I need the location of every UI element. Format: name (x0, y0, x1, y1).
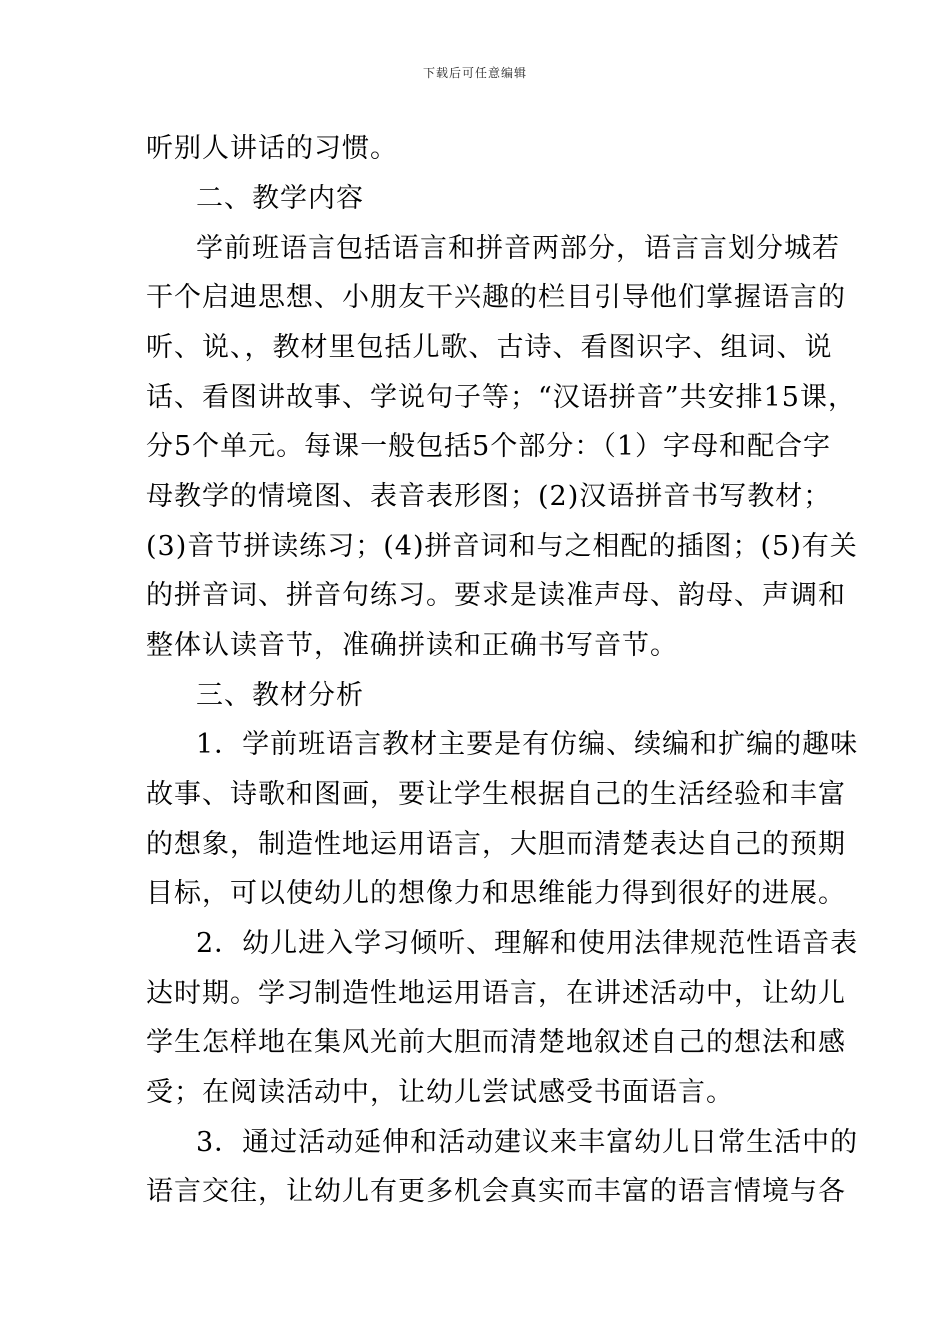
paragraph-line: 学生怎样地在集风光前大胆而清楚地叙述自己的想法和感 (146, 1027, 846, 1058)
paragraph-line: 3．通过活动延伸和活动建议来丰富幼儿日常生活中的 (196, 1127, 859, 1158)
paragraph-line: 学前班语言包括语言和拼音两部分，语言言划分城若 (196, 233, 840, 264)
paragraph-line: 听别人讲话的习惯。 (146, 133, 398, 164)
paragraph-line: 的想象，制造性地运用语言，大胆而清楚表达自己的预期 (146, 829, 846, 860)
paragraph-line: 达时期。学习制造性地运用语言，在讲述活动中，让幼儿 (146, 978, 846, 1009)
paragraph-line: 母教学的情境图、表音表形图；(2)汉语拼音书写教材； (146, 481, 832, 512)
paragraph-line: 2．幼儿进入学习倾听、理解和使用法律规范性语音表 (196, 928, 859, 959)
paragraph-line: 受；在阅读活动中，让幼儿尝试感受书面语言。 (146, 1077, 734, 1108)
paragraph-line: 分5个单元。每课一般包括5个部分：（1）字母和配合字 (146, 431, 832, 462)
paragraph-line: 故事、诗歌和图画，要让学生根据自己的生活经验和丰富 (146, 779, 846, 810)
paragraph-line: 语言交往，让幼儿有更多机会真实而丰富的语言情境与各 (146, 1176, 846, 1207)
paragraph-line: 整体认读音节，准确拼读和正确书写音节。 (146, 630, 678, 661)
paragraph-line: 的拼音词、拼音句练习。要求是读准声母、韵母、声调和 (146, 580, 846, 611)
section-heading: 三、教材分析 (196, 680, 364, 711)
paragraph-line: 听、说、，教材里包括儿歌、古诗、看图识字、组词、说 (146, 332, 833, 363)
page-header: 下载后可任意编辑 (422, 66, 527, 80)
paragraph-line: 话、看图讲故事、学说句子等；“汉语拼音”共安排15课， (146, 382, 856, 413)
paragraph-line: 目标，可以使幼儿的想像力和思维能力得到很好的进展。 (146, 878, 846, 909)
section-heading: 二、教学内容 (196, 183, 364, 214)
paragraph-line: 1．学前班语言教材主要是有仿编、续编和扩编的趣味 (196, 729, 859, 760)
paragraph-line: (3)音节拼读练习；(4)拼音词和与之相配的插图；(5)有关 (146, 531, 858, 562)
paragraph-line: 干个启迪思想、小朋友干兴趣的栏目引导他们掌握语言的 (146, 282, 846, 313)
